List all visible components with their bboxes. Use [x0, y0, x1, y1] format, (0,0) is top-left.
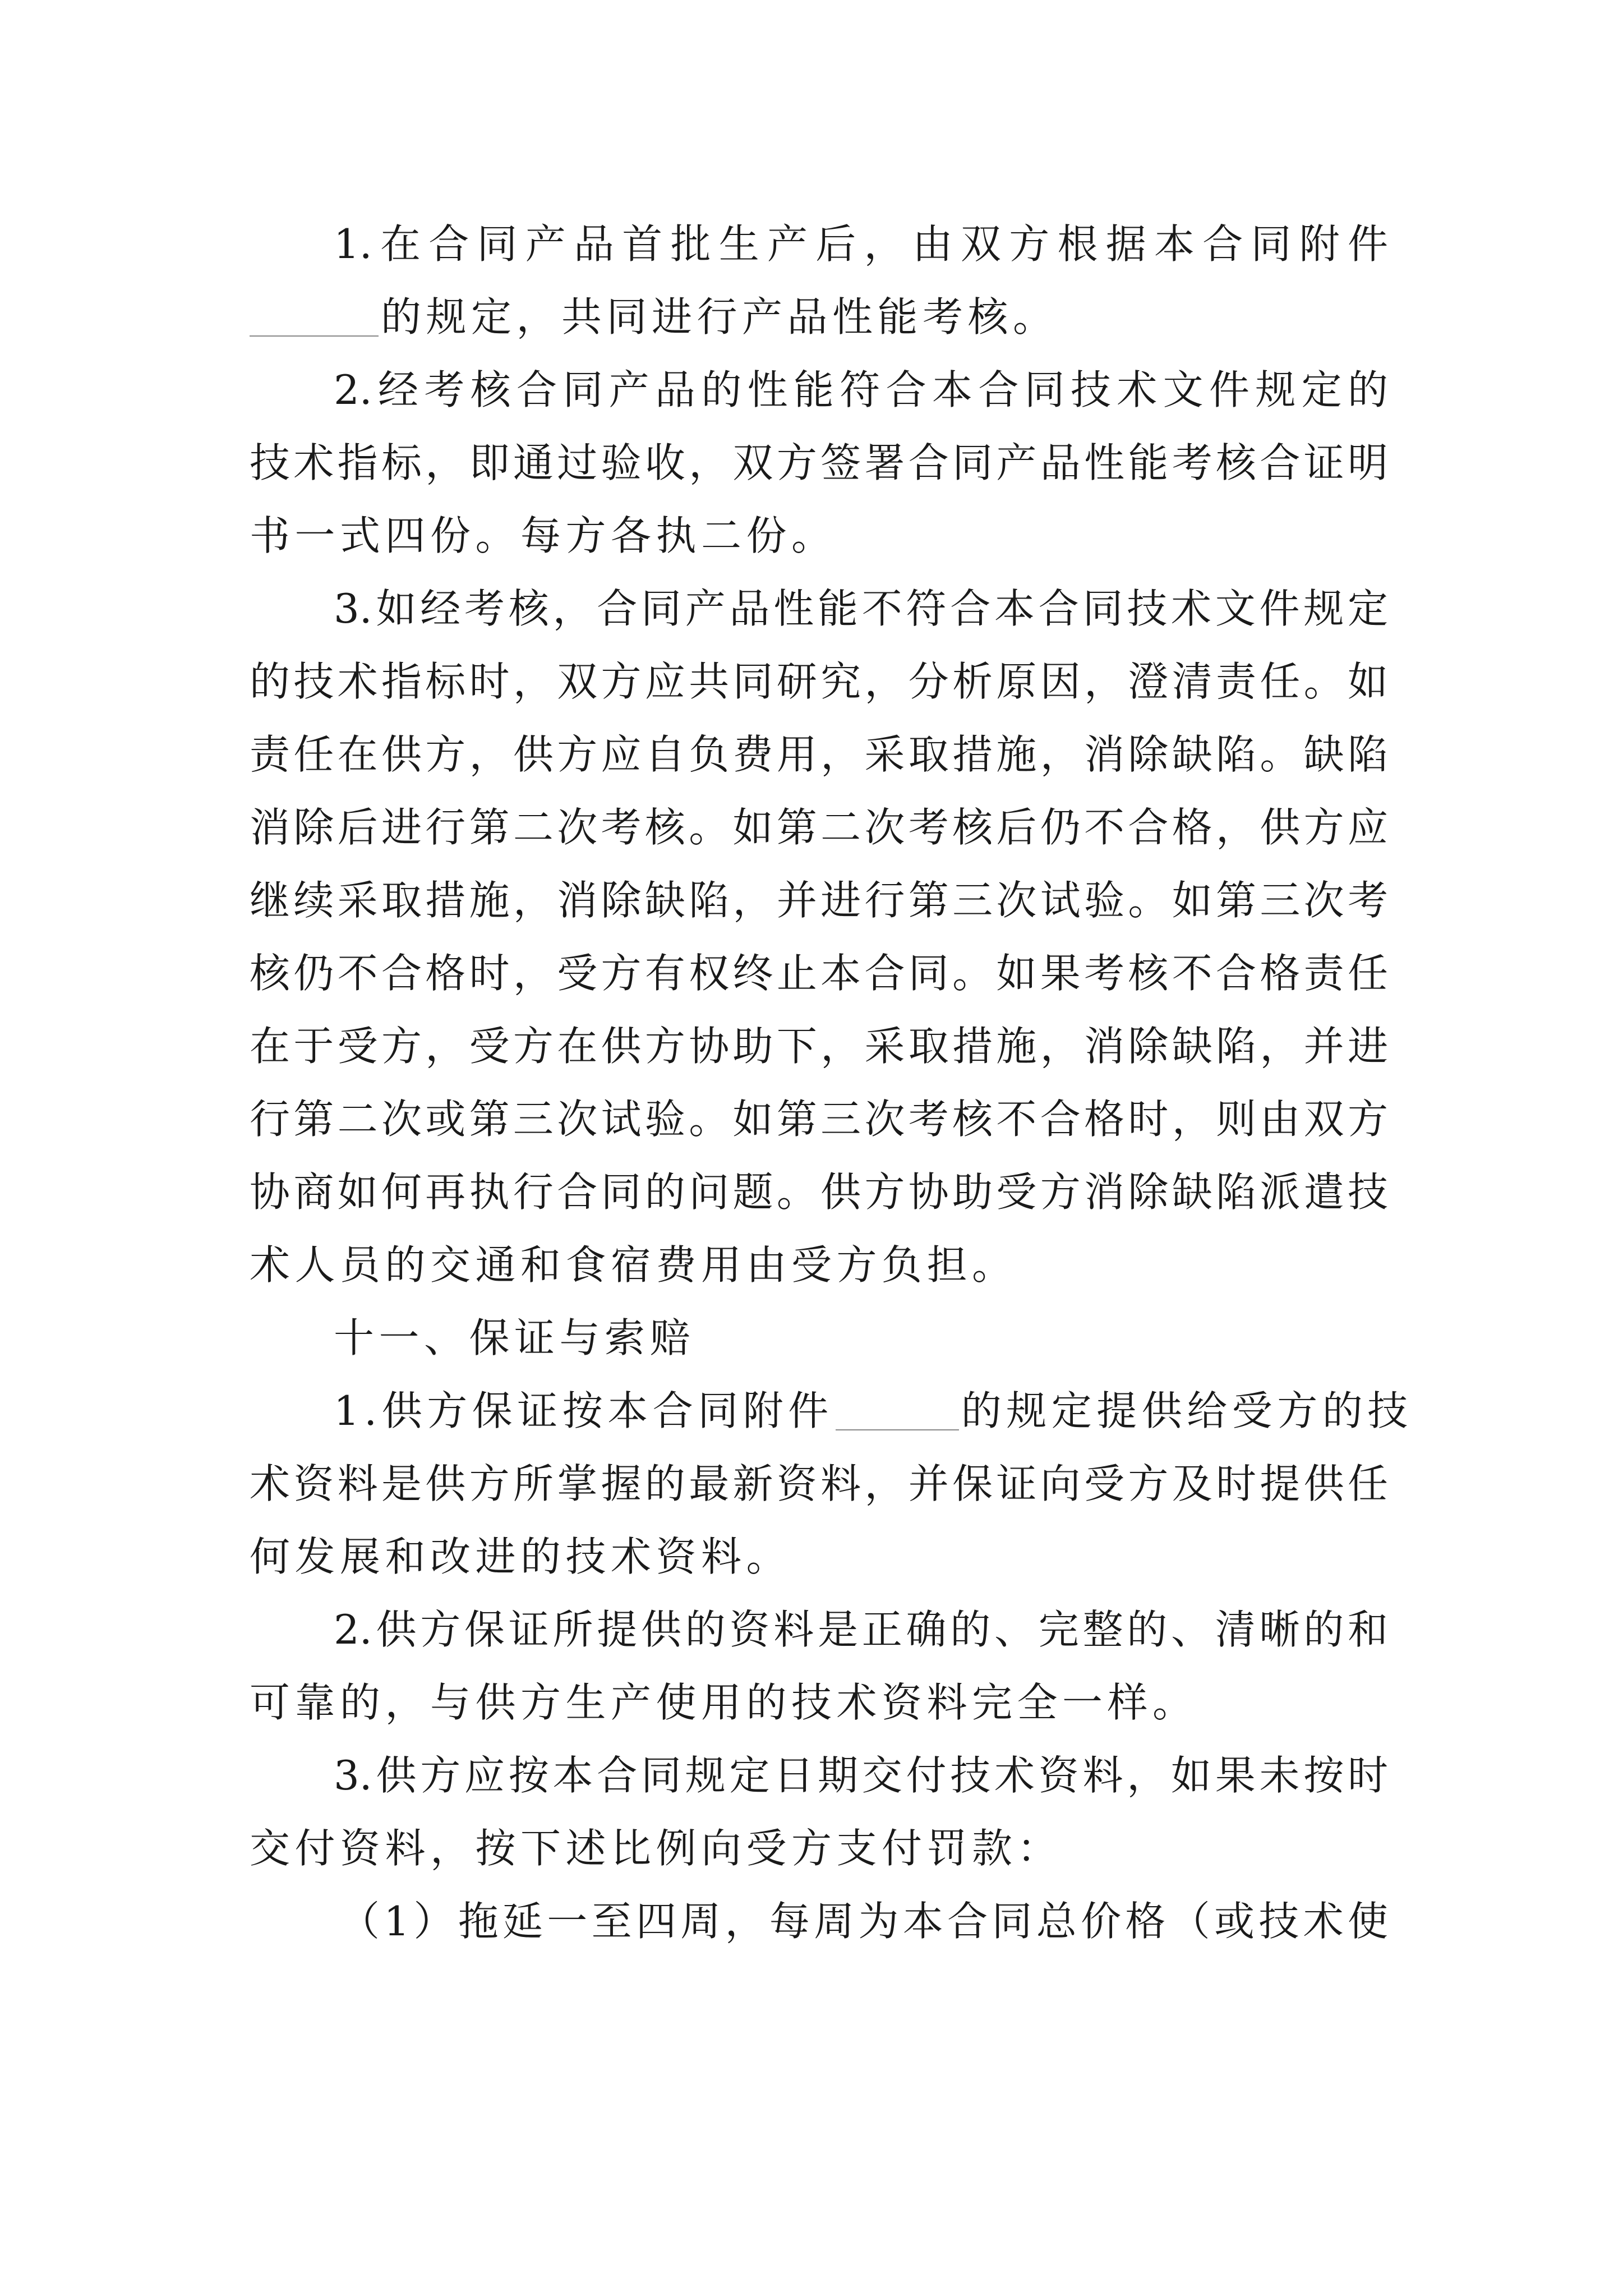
clause-10-3-line-3: 责任在供方，供方应自负费用，采取措施，消除缺陷。缺陷 — [250, 731, 1388, 778]
clause-11-3-line-1: 3.供方应按本合同规定日期交付技术资料，如果未按时 — [334, 1752, 1388, 1799]
clause-11-3-item-1: （1）拖延一至四周，每周为本合同总价格（或技术使 — [339, 1898, 1388, 1945]
clause-11-1-line-3: 何发展和改进的技术资料。 — [250, 1533, 792, 1580]
clause-11-1-line-1: 1.供方保证按本合同附件 的规定提供给受方的技 — [334, 1387, 1413, 1434]
section-11-heading: 十一、保证与索赔 — [334, 1314, 695, 1361]
clause-10-3-line-10: 术人员的交通和食宿费用由受方负担。 — [250, 1241, 1017, 1289]
clause-10-2-line-1: 2.经考核合同产品的性能符合本合同技术文件规定的 — [334, 366, 1388, 413]
clause-10-1-line-1: 1.在合同产品首批生产后，由双方根据本合同附件 — [334, 220, 1388, 268]
clause-10-3-line-4: 消除后进行第二次考核。如第二次考核后仍不合格，供方应 — [250, 804, 1388, 851]
clause-10-3-line-1: 3.如经考核，合同产品性能不符合本合同技术文件规定 — [334, 585, 1388, 632]
clause-11-3-line-2: 交付资料，按下述比例向受方支付罚款： — [250, 1825, 1063, 1872]
clause-10-3-line-7: 在于受方，受方在供方协助下，采取措施，消除缺陷，并进 — [250, 1023, 1388, 1070]
clause-10-3-line-5: 继续采取措施，消除缺陷，并进行第三次试验。如第三次考 — [250, 877, 1388, 924]
clause-11-1-line-2: 术资料是供方所掌握的最新资料，并保证向受方及时提供任 — [250, 1460, 1388, 1507]
clause-10-2-line-2: 技术指标，即通过验收，双方签署合同产品性能考核合证明 — [250, 439, 1388, 486]
clause-10-3-line-9: 协商如何再执行合同的问题。供方协助受方消除缺陷派遣技 — [250, 1168, 1388, 1216]
clause-10-3-line-6: 核仍不合格时，受方有权终止本合同。如果考核不合格责任 — [250, 950, 1388, 997]
clause-11-2-line-2: 可靠的，与供方生产使用的技术资料完全一样。 — [250, 1679, 1198, 1726]
fill-in-blank — [250, 296, 379, 337]
clause-10-3-line-2: 的技术指标时，双方应共同研究，分析原因，澄清责任。如 — [250, 658, 1388, 705]
clause-10-1-line-2: 的规定，共同进行产品性能考核。 — [250, 286, 1388, 348]
fill-in-blank — [836, 1390, 959, 1430]
clause-11-2-line-1: 2.供方保证所提供的资料是正确的、完整的、清晰的和 — [334, 1606, 1388, 1653]
clause-10-3-line-8: 行第二次或第三次试验。如第三次考核不合格时，则由双方 — [250, 1096, 1388, 1143]
clause-10-2-line-3: 书一式四份。每方各执二份。 — [250, 512, 837, 559]
